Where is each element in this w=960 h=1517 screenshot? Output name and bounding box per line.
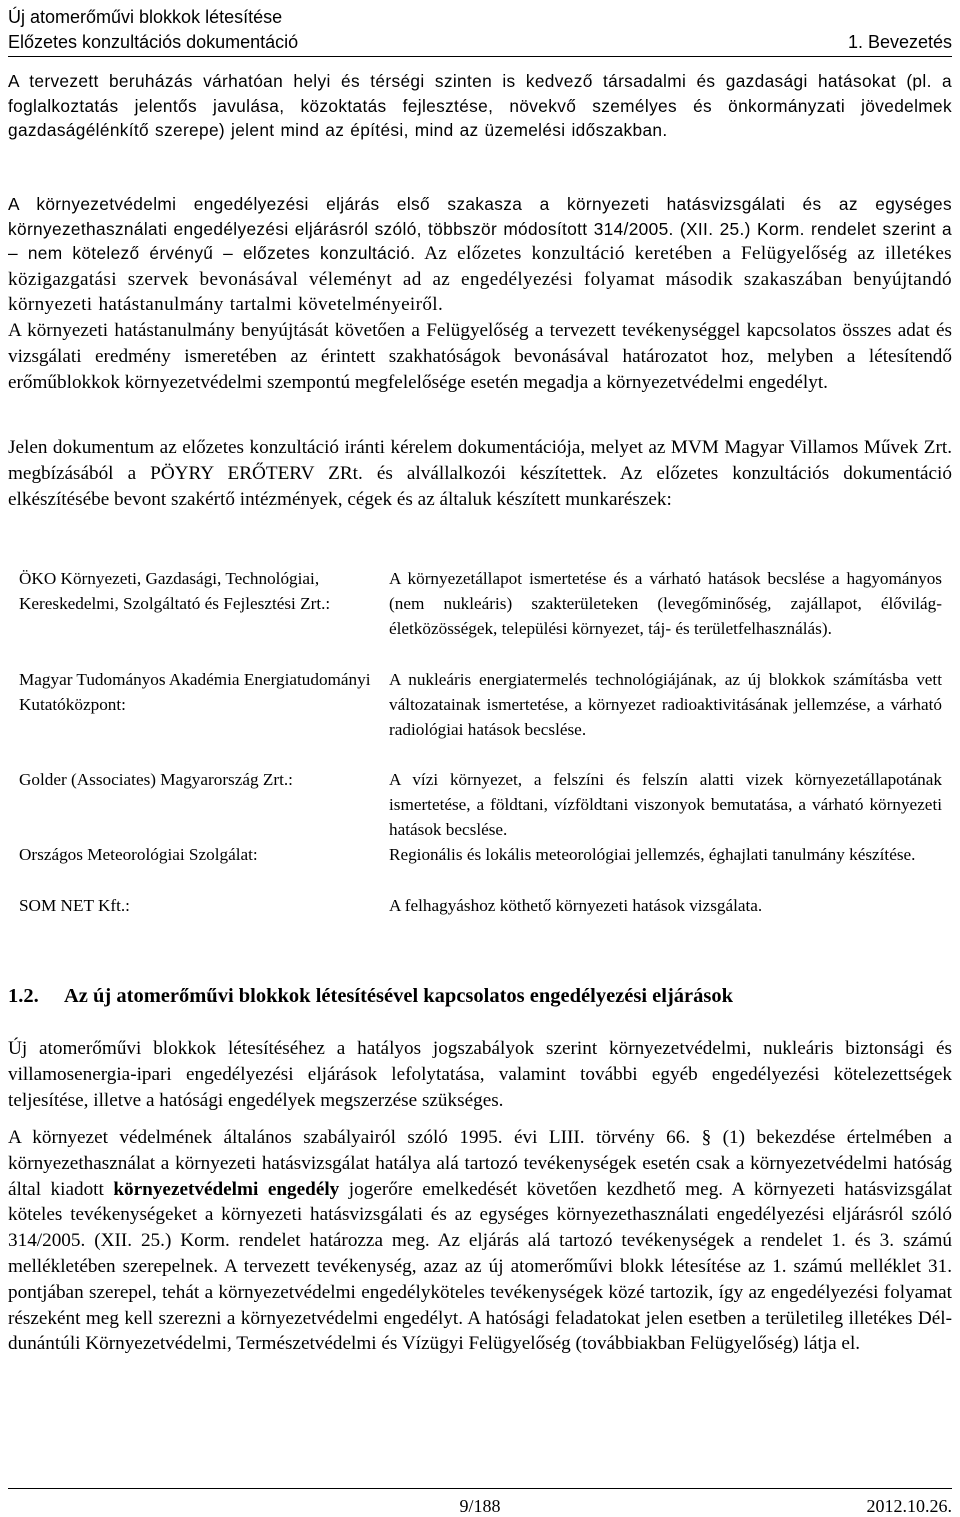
paragraph-env-procedure [8, 192, 952, 318]
expert-work: A nukleáris energiatermelés technológiájának, az új blokkok számításba vett változatainak ismertetése, a környezet radioaktivitásának jellemzése, a várható radiológiai hatások becslése. [389, 670, 942, 739]
section-number: 1.2. [8, 985, 39, 1007]
page-footer [8, 1488, 952, 1517]
expert-work: Regionális és lokális meteorológiai jellemzés, éghajlati tanulmány készítése. [389, 845, 916, 864]
paragraph-env-procedure-part2: Az előzetes konzultáció keretében a Felügyelőség az illetékes közigazgatási szervek bevonásával véleményt ad az engedélyezési folyamat második szakaszában benyújtandó környezeti hatástanulmány tartalmi követelményeiről. [8, 243, 952, 316]
paragraph-licensing-law-part2: jogerőre emelkedését követően kezdhető meg. A környezeti hatásvizsgálat köteles tevékenységeket a környezeti hatásvizsgálati és az egységes környezethasználati engedélyezési eljárásról szóló 314/2005. (XII. 25.) Korm. rendelet határozza meg. Az eljárás alá tartozó tevékenységek a rendelet 1. és 3. számú mellékletében szerepelnek. A tervezett tevékenység, azaz az új atomerőművi blokk létesítése az 1. számú melléklet 31. pontjában szerepel, tehát a környezetvédelmi engedélyköteles tevékenységek közé tartozik, így az engedélyezési folyamat részeként meg kell szerezni a környezetvédelmi engedélyt. A hatósági feladatokat jelen esetben a területileg illetékes Dél-dunántúli Környezetvédelmi, Természetvédelmi és Vízügyi Felügyelőség (továbbiakban Felügyelőség) látja el. [8, 1178, 953, 1355]
header-title: Új atomerőművi blokkok létesítése [8, 7, 283, 27]
paragraph-licensing-law [8, 1125, 952, 1357]
paragraph-licensing-intro: Új atomerőművi blokkok létesítéséhez a hatályos jogszabályok szerint környezetvédelmi, nukleáris biztonsági és villamosenergia-ipari engedélyezési eljárások lefolytatása, valamint további egyéb engedélyezési kötelezettségek teljesítése, illetve a hatósági engedélyek megszerzése szükséges. [8, 1038, 952, 1111]
header-section: 1. Bevezetés [847, 32, 952, 52]
paragraph-impact-study: A környezeti hatástanulmány benyújtását követően a Felügyelőség a tervezett tevékenységgel kapcsolatos összes adat és vizsgálati eredmény ismeretében az érintett szakhatóságok bevonásával határozatot hoz, melyben a létesítendő erőműblokkok környezetvédelmi szempontú megfelelősége esetén megadja a környezetvédelmi engedélyt. [8, 320, 952, 393]
document-date: 2012.10.26. [866, 1496, 952, 1516]
header-subtitle: Előzetes konzultációs dokumentáció [8, 32, 299, 52]
expert-work: A környezetállapot ismertetése és a várható hatások becslése a hagyományos (nem nukleáris) szakterületeken (levegőminőség, zajállapot, élővilág-életközösségek, települési környezet, táj- és területfelhasználás). [389, 569, 942, 638]
expert-organization: ÖKO Környezeti, Gazdasági, Technológiai, Kereskedelmi, Szolgáltató és Fejlesztési Zrt.: [19, 569, 331, 613]
section-title: Az új atomerőművi blokkok létesítésével kapcsolatos engedélyezési eljárások [64, 985, 734, 1007]
page-header [8, 4, 952, 57]
expert-work: A vízi környezet, a felszíni és felszín alatti vizek környezetállapotának ismertetése, a földtani, vízföldtani viszonyok bemutatása, a várható környezeti hatások becslése. [389, 770, 942, 839]
paragraph-document-authors: Jelen dokumentum az előzetes konzultáció iránti kérelem dokumentációja, melyet az MVM Magyar Villamos Művek Zrt. megbízásából a PÖYRY ERŐTERV ZRt. és alvállalkozói készítettek. Az előzetes konzultációs dokumentáció elkészítésébe bevont szakértő intézmények, cégek és az általuk készített munkarészek: [8, 437, 952, 510]
highlighted-term: környezetvédelmi engedély [113, 1178, 340, 1200]
expert-work: A felhagyáshoz köthető környezeti hatások vizsgálata. [389, 896, 763, 915]
section-heading [8, 982, 733, 1010]
paragraph-env-procedure-part1: A környezetvédelmi engedélyezési eljárás első szakasza a környezeti hatásvizsgálati és az egységes környezethasználati engedélyezési eljárásról szóló, többször módosított 314/2005. (XII. 25.) Korm. rendelet szerint a – nem kötelező érvényű – előzetes konzultáció. [8, 194, 952, 264]
page-number: 9/188 [459, 1496, 501, 1516]
paragraph-social-effects: A tervezett beruházás várhatóan helyi és térségi szinten is kedvező társadalmi és gazdasági hatásokat (pl. a foglalkoztatás jelentős javulása, közoktatás fejlesztése, növekvő személyes és önkormányzati jövedelmek gazdaságélénkítő szerepe) jelent mind az építési, mind az üzemelési időszakban. [8, 71, 952, 141]
expert-organization: SOM NET Kft.: [19, 896, 130, 915]
expert-organization: Országos Meteorológiai Szolgálat: [19, 845, 258, 864]
expert-organization: Golder (Associates) Magyarország Zrt.: [19, 770, 293, 789]
expert-organization: Magyar Tudományos Akadémia Energiatudományi Kutatóközpont: [19, 670, 371, 714]
paragraph-licensing-law-part1: A környezet védelmének általános szabályairól szóló 1995. évi LIII. törvény 66. § (1) bekezdése értelmében a környezethasználat a környezeti hatásvizsgálat hatálya alá tartozó tevékenységek esetén csak a környezetvédelmi hatóság által kiadott [8, 1127, 952, 1200]
